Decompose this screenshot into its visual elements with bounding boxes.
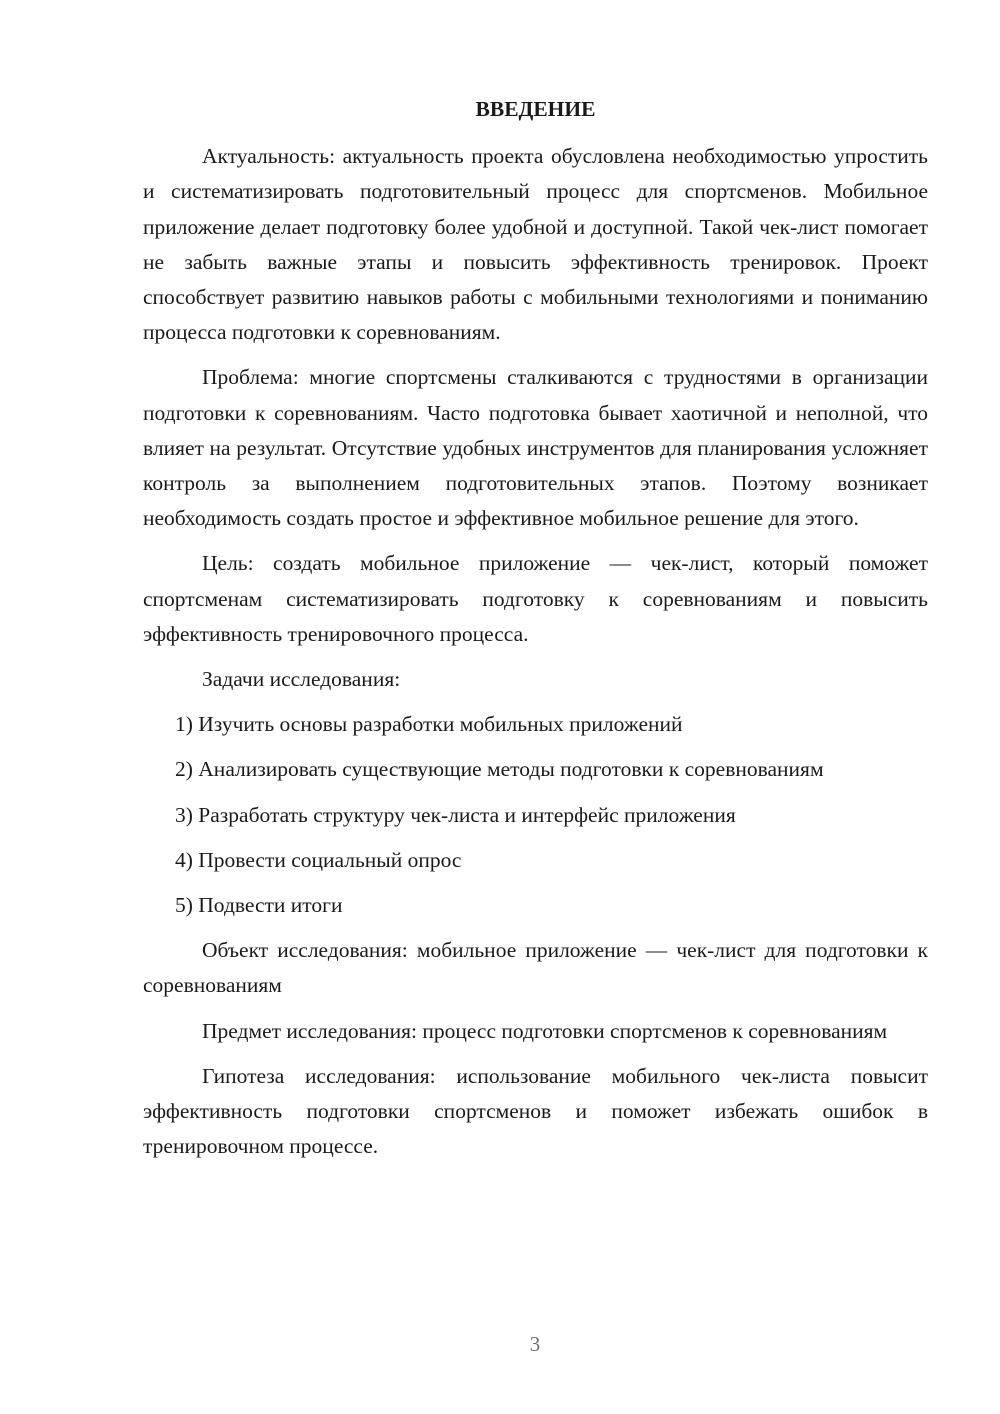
list-item: 4) Провести социальный опрос [175,847,462,872]
paragraph-subject: Предмет исследования: процесс подготовки спортсменов к соревнованиям [202,1018,888,1043]
page-content [143,92,928,1174]
section-title: ВВЕДЕНИЕ [475,97,596,121]
tasks-list [143,707,928,923]
paragraph-problem: Проблема: многие спортсмены сталкиваются с трудностями в организации подготовки к соревнованиям. Часто подготовка бывает хаотичной и неполной, что влияет на результат. Отсутствие удобных инструментов для планирования усложняет контроль за выполнением подготовительных этапов. Поэтому возникает необходимость создать простое и эффективное мобильное решение для этого. [143,365,928,531]
page-number: 3 [529,1332,541,1356]
list-item: 2) Анализировать существующие методы подготовки к соревнованиям [175,757,824,782]
list-item: 1) Изучить основы разработки мобильных приложений [175,712,683,737]
list-item: 3) Разработать структуру чек-листа и интерфейс приложения [175,802,736,827]
paragraph-hypothesis: Гипотеза исследования: использование мобильного чек-листа повысит эффективность подготовки спортсменов и поможет избежать ошибок в тренировочном процессе. [143,1063,928,1159]
paragraph-object: Объект исследования: мобильное приложение — чек-лист для подготовки к соревнованиям [143,938,928,998]
paragraph-relevance: Актуальность: актуальность проекта обусловлена необходимостью упростить и систематизировать подготовительный процесс для спортсменов. Мобильное приложение делает подготовку более удобной и доступной. Такой чек-лист помогает не забыть важные этапы и повысить эффективность тренировок. Проект способствует развитию навыков работы с мобильными технологиями и пониманию процесса подготовки к соревнованиям. [143,144,928,345]
tasks-heading: Задачи исследования: [202,667,401,692]
list-item: 5) Подвести итоги [175,893,343,918]
paragraph-goal: Цель: создать мобильное приложение — чек-лист, который поможет спортсменам систематизировать подготовку к соревнованиям и повысить эффективность тренировочного процесса. [143,551,928,646]
